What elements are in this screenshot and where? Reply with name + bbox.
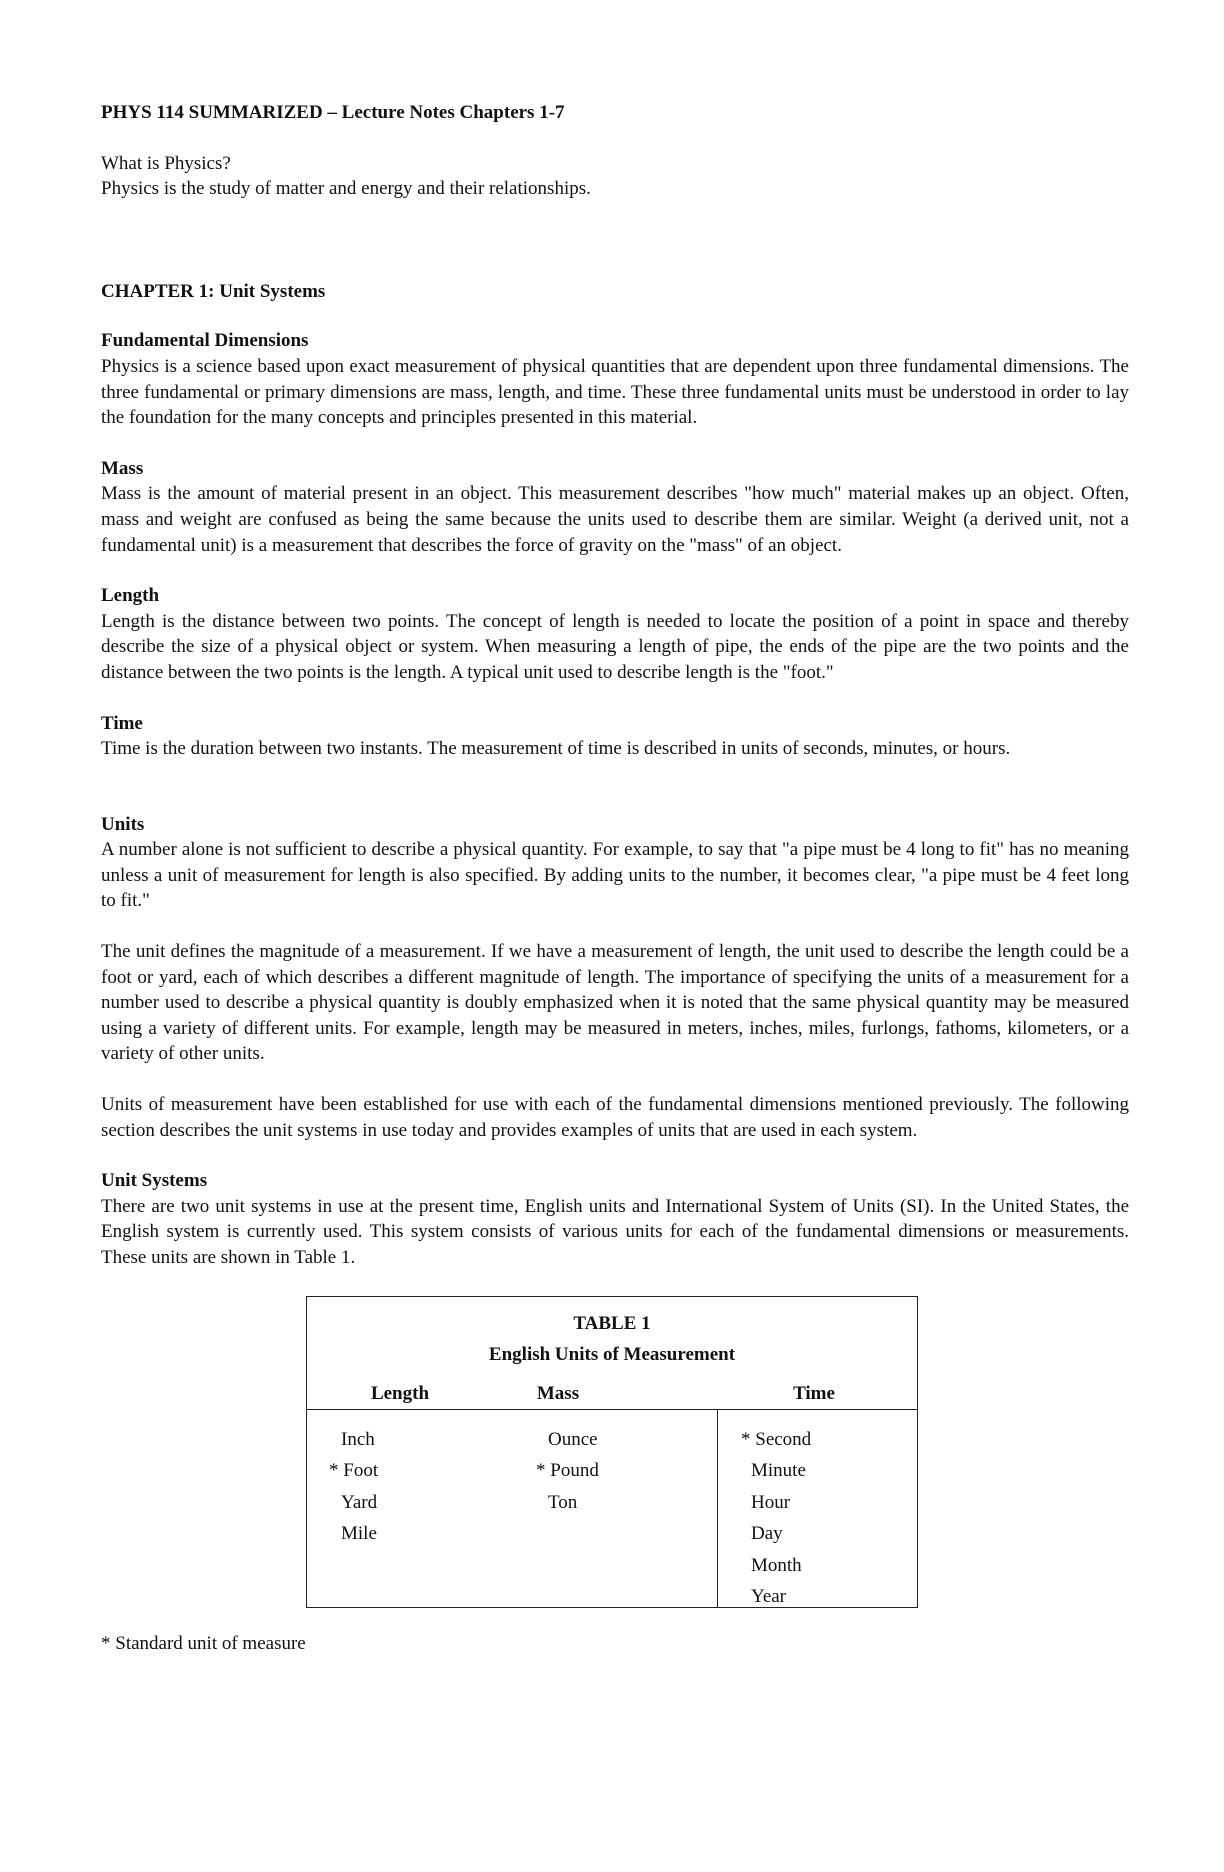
heading-time: Time xyxy=(101,712,143,734)
heading-mass: Mass xyxy=(101,457,144,479)
heading-length: Length xyxy=(101,585,160,607)
table-cell: * Second xyxy=(741,1428,812,1450)
table-header-length: Length xyxy=(370,1382,430,1404)
heading-units: Units xyxy=(101,813,145,835)
english-units-table xyxy=(306,1296,918,1608)
intro-answer: Physics is the study of matter and energy and their relationships. xyxy=(101,178,591,200)
table-footnote: * Standard unit of measure xyxy=(101,1632,306,1654)
intro-question: What is Physics? xyxy=(101,152,231,174)
chapter-title: CHAPTER 1: Unit Systems xyxy=(101,280,326,302)
table-subtitle: English Units of Measurement xyxy=(488,1343,736,1365)
paragraph-time: Time is the duration between two instants. The measurement of time is described in units of seconds, minutes, or hours. xyxy=(101,738,1011,760)
paragraph-units-1: A number alone is not sufficient to describe a physical quantity. For example, to say that "a pipe must be 4 long to fit" has no meaning unless a unit of measurement for length is also specified. By adding units to the number, it becomes clear, "a pipe must be 4 feet long to fit." xyxy=(101,839,1129,912)
table-column-length xyxy=(329,1424,379,1550)
document-body xyxy=(101,100,1129,1656)
heading-fundamental-dimensions: Fundamental Dimensions xyxy=(101,330,309,352)
table-column-mass xyxy=(536,1424,599,1519)
table-cell: Day xyxy=(751,1523,783,1545)
table-cell: Mile xyxy=(341,1523,377,1545)
document-title: PHYS 114 SUMMARIZED – Lecture Notes Chapters 1-7 xyxy=(101,102,565,123)
table-cell: Yard xyxy=(341,1491,378,1513)
table-cell: Ton xyxy=(548,1491,578,1513)
paragraph-unit-systems: There are two unit systems in use at the present time, English units and International System of Units (SI). In the United States, the English system is currently used. This system consists of various units for each of the fundamental dimensions or measurements. These units are shown in Table 1. xyxy=(101,1195,1129,1268)
heading-unit-systems: Unit Systems xyxy=(101,1170,208,1192)
paragraph-length: Length is the distance between two points. The concept of length is needed to locate the position of a point in space and thereby describe the size of a physical object or system. When measuring a length of pipe, the ends of the pipe are the two points and the distance between the two points is the length. A typical unit used to describe length is the "foot." xyxy=(101,610,1129,683)
table-cell: Year xyxy=(751,1586,787,1608)
paragraph-units-3: Units of measurement have been established for use with each of the fundamental dimensions mentioned previously. The following section describes the unit systems in use today and provides examples of units that are used in each system. xyxy=(101,1094,1129,1141)
paragraph-units-2: The unit defines the magnitude of a measurement. If we have a measurement of length, the unit used to describe the length could be a foot or yard, each of which describes a different magnitude of length. The importance of specifying the units of a measurement for a number used to describe a physical quantity is doubly emphasized when it is noted that the same physical quantity may be measured using a variety of different units. For example, length may be measured in meters, inches, miles, furlongs, fathoms, kilometers, or a variety of other units. xyxy=(101,941,1129,1065)
table-column-rule xyxy=(717,1409,718,1607)
table-cell: Inch xyxy=(341,1428,375,1450)
paragraph-mass: Mass is the amount of material present in an object. This measurement describes "how much" material makes up an object. Often, mass and weight are confused as being the same because the units used to describe them are similar. Weight (a derived unit, not a fundamental unit) is a measurement that describes the force of gravity on the "mass" of an object. xyxy=(101,483,1129,556)
table-cell: Month xyxy=(751,1554,802,1576)
table-column-time xyxy=(741,1424,812,1613)
table-title: TABLE 1 xyxy=(573,1312,651,1334)
table-header-rule xyxy=(307,1409,917,1410)
table-cell: * Foot xyxy=(329,1460,379,1482)
table-cell: Ounce xyxy=(548,1428,598,1450)
table-header-mass: Mass xyxy=(536,1382,580,1404)
table-header-time: Time xyxy=(793,1382,835,1404)
paragraph-fundamental-dimensions: Physics is a science based upon exact measurement of physical quantities that are dependent upon three fundamental dimensions. The three fundamental or primary dimensions are mass, length, and time. These three fundamental units must be understood in order to lay the foundation for the many concepts and principles presented in this material. xyxy=(101,355,1129,429)
table-cell: * Pound xyxy=(536,1460,599,1482)
table-cell: Hour xyxy=(751,1491,791,1513)
table-cell: Minute xyxy=(751,1460,806,1482)
